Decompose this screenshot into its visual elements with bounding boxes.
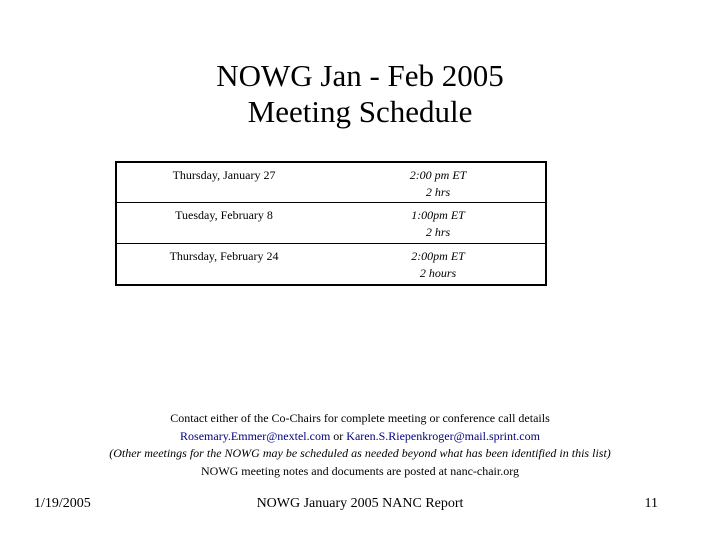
footer-report-title: NOWG January 2005 NANC Report xyxy=(256,496,464,511)
meeting-date: Thursday, January 27 xyxy=(172,168,276,182)
meeting-time-cell xyxy=(331,243,546,285)
table-row xyxy=(116,202,546,243)
meeting-date-cell xyxy=(116,202,331,243)
meeting-duration: 2 hours xyxy=(419,265,457,280)
meeting-time: 1:00pm ET xyxy=(411,207,465,222)
title-line-1: NOWG Jan - Feb 2005 xyxy=(216,58,504,93)
or-text: or xyxy=(330,428,347,443)
email-link-karen[interactable]: Karen.S.Riepenkroger@mail.sprint.com xyxy=(346,428,540,443)
other-meetings-note: (Other meetings for the NOWG may be scheduled as needed beyond what has been identified in this list) xyxy=(109,446,611,460)
title-line-2: Meeting Schedule xyxy=(247,94,473,129)
contact-emails xyxy=(0,428,720,446)
contact-info xyxy=(0,410,720,480)
meeting-date-cell xyxy=(116,162,331,202)
slide-title xyxy=(0,58,720,130)
meeting-time-cell xyxy=(331,162,546,202)
meeting-duration: 2 hrs xyxy=(425,185,451,199)
table-row xyxy=(116,162,546,202)
table-row xyxy=(116,243,546,285)
meeting-schedule-table xyxy=(115,161,547,286)
meeting-date: Thursday, February 24 xyxy=(169,248,279,263)
meeting-time-cell xyxy=(331,202,546,243)
meeting-time: 2:00 pm ET xyxy=(409,168,467,182)
page-number: 11 xyxy=(644,496,658,511)
meeting-duration: 2 hrs xyxy=(425,224,451,239)
email-link-rosemary[interactable]: Rosemary.Emmer@nextel.com xyxy=(180,428,331,443)
footer-date: 1/19/2005 xyxy=(34,496,91,511)
meeting-date-cell xyxy=(116,243,331,285)
contact-intro: Contact either of the Co-Chairs for complete meeting or conference call details xyxy=(170,411,550,425)
meeting-date: Tuesday, February 8 xyxy=(175,207,273,222)
notes-location: NOWG meeting notes and documents are posted at nanc-chair.org xyxy=(200,463,519,478)
meeting-time: 2:00pm ET xyxy=(411,248,465,263)
